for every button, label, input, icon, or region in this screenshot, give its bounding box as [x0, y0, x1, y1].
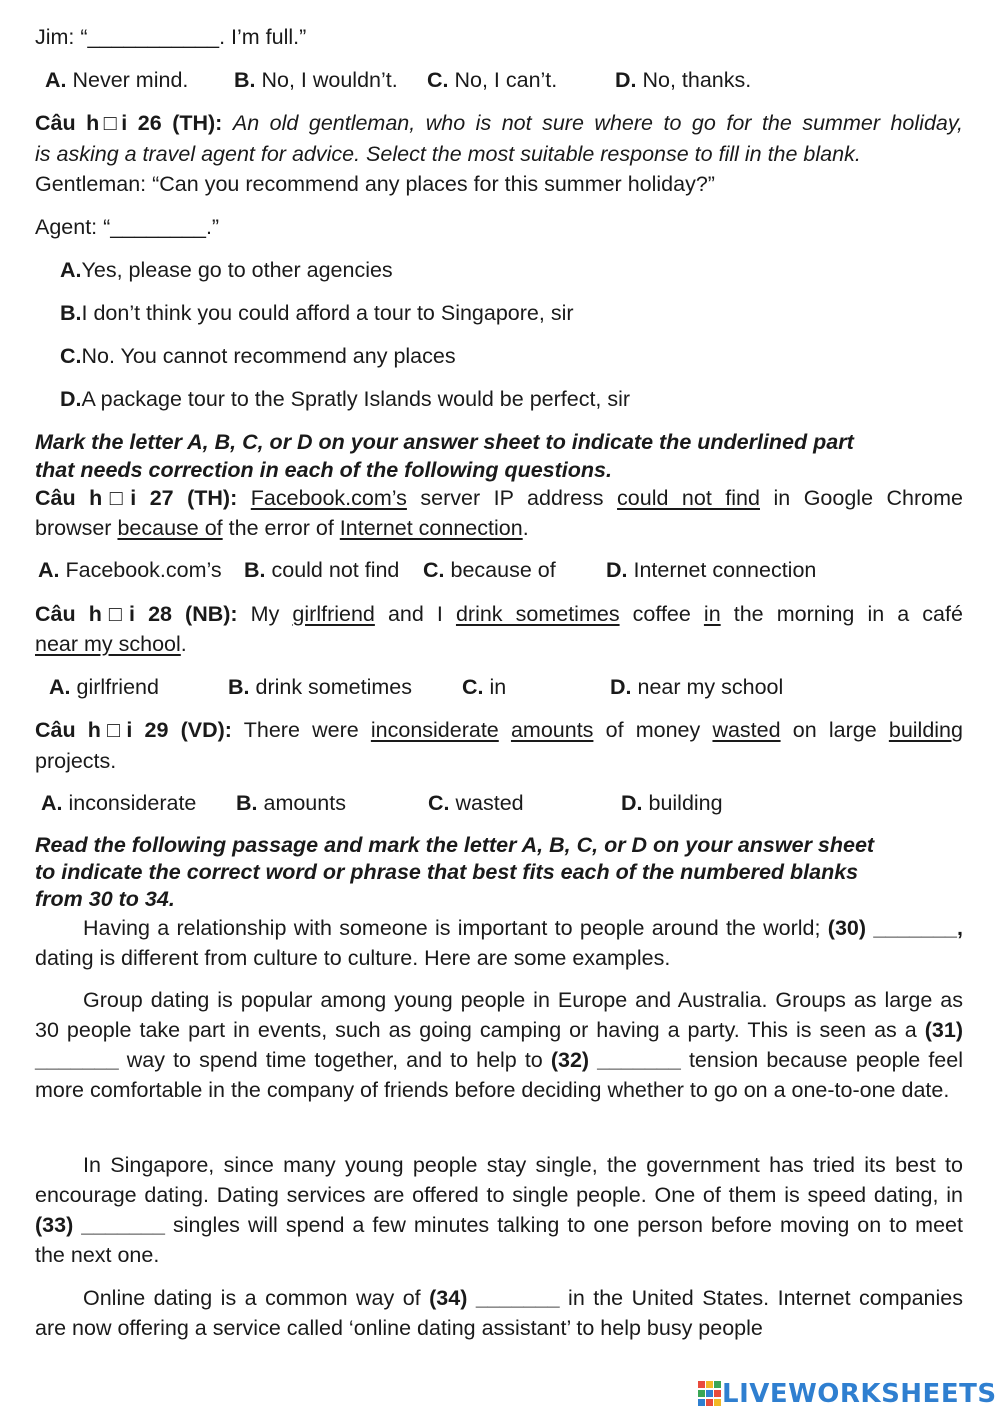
q28-option-a[interactable]: A. girlfriend — [49, 675, 159, 699]
q29-label: Câu h□i 29 (VD): — [35, 718, 232, 742]
q27-underlined-d: Internet connection — [339, 516, 523, 540]
passage-paragraph-4: Online dating is a common way of (34) _______ in the United States. Internet companies are now offering a service called ‘online dating assistant’ to help busy people — [35, 1286, 963, 1340]
q27-label: Câu h□i 27 (TH): — [35, 486, 238, 510]
q26-option-a[interactable]: A.Yes, please go to other agencies — [60, 258, 393, 282]
blank-31[interactable]: (31) _______ — [35, 1018, 963, 1072]
q28-underlined-d: near my school — [35, 632, 181, 656]
blank-34[interactable]: (34) _______ — [429, 1286, 560, 1310]
section-passage-line-2: to indicate the correct word or phrase that best fits each of the numbered blanks — [35, 860, 859, 884]
q29-option-c[interactable]: C. wasted — [428, 791, 524, 815]
passage-paragraph-3: In Singapore, since many young people stay single, the government has tried its best to encourage dating. Dating services are offered to single people. One of them is speed dating, in (33) _______ singles will spend a few minutes talking to one person before moving on to meet the next one. — [35, 1153, 963, 1267]
worksheet-logo-icon — [698, 1381, 722, 1407]
blank-33[interactable]: (33) _______ — [35, 1213, 165, 1237]
q29-option-a[interactable]: A. inconsiderate — [41, 791, 197, 815]
q29-option-d[interactable]: D. building — [621, 791, 723, 815]
q29-underlined-b: amounts — [510, 718, 594, 742]
q29-sentence-line-1: Câu h□i 29 (VD): There were inconsiderate amounts of money wasted on large building — [35, 718, 963, 742]
q28-option-b[interactable]: B. drink sometimes — [228, 675, 412, 699]
q25-option-a[interactable]: A. Never mind. — [45, 68, 189, 92]
q27-option-d[interactable]: D. Internet connection — [606, 558, 817, 582]
q28-underlined-c: in — [703, 602, 721, 626]
q27-underlined-a: Facebook.com’s — [250, 486, 407, 510]
q28-underlined-b: drink sometimes — [455, 602, 620, 626]
q26-option-b[interactable]: B.I don’t think you could afford a tour to Singapore, sir — [60, 301, 574, 325]
q26-agent-line: Agent: “________.” — [35, 215, 220, 239]
q28-option-d[interactable]: D. near my school — [610, 675, 784, 699]
q26-option-c[interactable]: C.No. You cannot recommend any places — [60, 344, 456, 368]
q27-option-c[interactable]: C. because of — [423, 558, 556, 582]
section-correction-line-1: Mark the letter A, B, C, or D on your answer sheet to indicate the underlined part — [35, 430, 854, 454]
passage-paragraph-1: Having a relationship with someone is important to people around the world; (30) _______, dating is different from culture to culture. Here are some examples. — [35, 916, 963, 970]
logo-text: LIVEWORKSHEETS — [722, 1379, 997, 1409]
passage-paragraph-2: Group dating is popular among young people in Europe and Australia. Groups as large as 30 people take part in events, such as going camping or having a party. This is seen as a (31) _______ way to spend time together, and to help to (32) _______ tension because people feel more comfortable in the company of friends before deciding whether to go on a one-to-one date. — [35, 988, 963, 1102]
blank-30-line[interactable]: _______, — [873, 916, 963, 940]
q29-underlined-a: inconsiderate — [370, 718, 499, 742]
section-passage-line-1: Read the following passage and mark the letter A, B, C, or D on your answer sheet — [35, 833, 875, 857]
q25-option-d[interactable]: D. No, thanks. — [615, 68, 752, 92]
section-passage-line-3: from 30 to 34. — [35, 887, 175, 911]
q27-sentence-line-1: Câu h□i 27 (TH): Facebook.com’s server IP address could not find in Google Chrome — [35, 486, 963, 510]
q28-sentence-line-1: Câu h□i 28 (NB): My girlfriend and I drink sometimes coffee in the morning in a café — [35, 602, 963, 626]
q29-underlined-c: wasted — [712, 718, 781, 742]
q27-sentence-line-2: browser because of the error of Internet connection. — [35, 516, 529, 540]
q26-option-d[interactable]: D.A package tour to the Spratly Islands would be perfect, sir — [60, 387, 631, 411]
q26-instruction-line-2: is asking a travel agent for advice. Select the most suitable response to fill in the blank. — [35, 142, 861, 166]
q28-underlined-a: girlfriend — [292, 602, 375, 626]
q25-option-b[interactable]: B. No, I wouldn’t. — [234, 68, 398, 92]
q26-label: Câu h□i 26 (TH): — [35, 111, 223, 135]
q28-option-c[interactable]: C. in — [462, 675, 507, 699]
blank-32[interactable]: (32) _______ — [550, 1048, 681, 1072]
q25-jim-line: Jim: “___________. I’m full.” — [35, 25, 307, 49]
section-correction-line-2: that needs correction in each of the following questions. — [35, 458, 612, 482]
q28-sentence-line-2: near my school. — [35, 632, 187, 656]
q27-underlined-b: could not find — [617, 486, 760, 510]
q27-option-b[interactable]: B. could not find — [244, 558, 400, 582]
q26-instruction-line-1: Câu h□i 26 (TH): An old gentleman, who is not sure where to go for the summer holiday, — [35, 111, 963, 135]
q27-option-a[interactable]: A. Facebook.com’s — [38, 558, 222, 582]
blank-30: (30) — [827, 916, 867, 940]
q29-option-b[interactable]: B. amounts — [236, 791, 346, 815]
q28-label: Câu h□i 28 (NB): — [35, 602, 238, 626]
q29-sentence-line-2: projects. — [35, 749, 117, 773]
q25-option-c[interactable]: C. No, I can’t. — [427, 68, 558, 92]
q27-underlined-c: because of — [117, 516, 223, 540]
liveworksheets-logo — [698, 1374, 997, 1414]
q26-gentleman-line: Gentleman: “Can you recommend any places for this summer holiday?” — [35, 172, 715, 196]
q29-underlined-d: building — [888, 718, 963, 742]
